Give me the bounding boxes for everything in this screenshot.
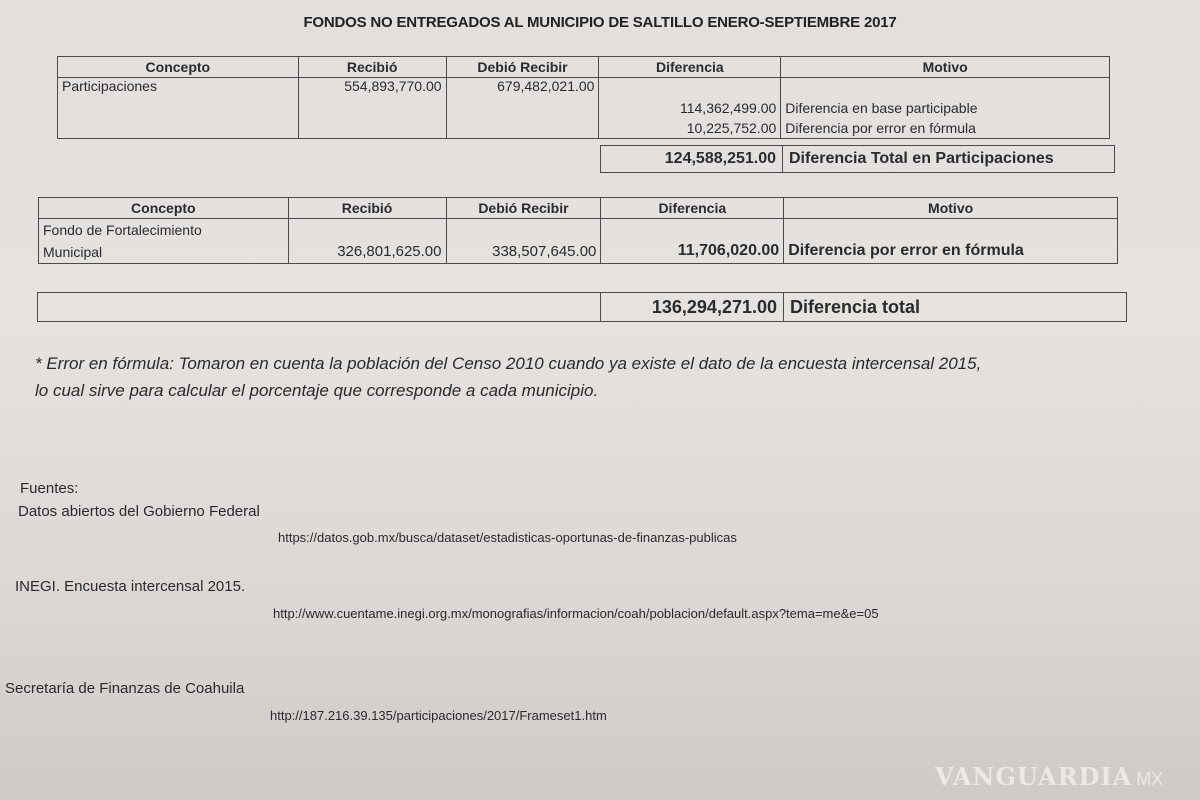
header-motivo: Motivo [781, 57, 1110, 78]
table-row [58, 78, 1110, 99]
concepto-cell: Participaciones [58, 78, 299, 139]
watermark-suffix: MX [1136, 769, 1164, 789]
formula-error-note [35, 350, 1175, 404]
header-motivo: Motivo [784, 198, 1118, 219]
source-url: http://www.cuentame.inegi.org.mx/monografias/informacion/coah/poblacion/default.aspx?tema=me&e=05 [273, 606, 879, 621]
grand-total-empty-cell [38, 293, 600, 321]
source-url: http://187.216.39.135/participaciones/2017/Frameset1.htm [270, 708, 607, 723]
header-recibio: Recibió [288, 198, 446, 219]
concepto-line-1: Fondo de Fortalecimiento [43, 222, 202, 238]
recibio-cell: 326,801,625.00 [288, 219, 446, 264]
motivo-cell: Diferencia en base participable [781, 98, 1110, 118]
source-name: Secretaría de Finanzas de Coahuila [5, 680, 245, 697]
vanguardia-watermark-logo [935, 762, 1163, 791]
grand-total-row [37, 292, 1127, 322]
document-title: FONDOS NO ENTREGADOS AL MUNICIPIO DE SALTILLO ENERO-SEPTIEMBRE 2017 [303, 14, 897, 31]
header-recibio: Recibió [298, 57, 446, 78]
participaciones-total-value: 124,588,251.00 [601, 146, 783, 172]
recibio-cell: 554,893,770.00 [298, 78, 446, 139]
concepto-line-2: Municipal [43, 244, 103, 260]
participaciones-total-label: Diferencia Total en Participaciones [789, 150, 1054, 167]
diferencia-cell: 114,362,499.00 [599, 98, 781, 118]
diferencia-cell: 10,225,752.00 [599, 118, 781, 139]
motivo-cell: Diferencia por error en fórmula [781, 118, 1110, 139]
table-header-row [58, 57, 1110, 78]
header-concepto: Concepto [58, 57, 299, 78]
header-debio-recibir: Debió Recibir [446, 198, 601, 219]
grand-total-label: Diferencia total [790, 297, 921, 317]
note-line-2: lo cual sirve para calcular el porcentaje que corresponde a cada municipio. [35, 381, 599, 400]
source-name: Datos abiertos del Gobierno Federal [18, 503, 260, 520]
participaciones-table [57, 56, 1110, 139]
table-header-row [39, 198, 1118, 219]
debio-recibir-cell: 679,482,021.00 [446, 78, 599, 139]
header-diferencia: Diferencia [599, 57, 781, 78]
motivo-cell: Diferencia por error en fórmula [784, 219, 1118, 264]
watermark-brand: VANGUARDIA [935, 762, 1133, 791]
header-diferencia: Diferencia [601, 198, 784, 219]
source-name: INEGI. Encuesta intercensal 2015. [15, 578, 246, 595]
grand-total-value: 136,294,271.00 [600, 293, 784, 321]
fortalecimiento-table [38, 197, 1118, 264]
diferencia-cell: 11,706,020.00 [601, 219, 784, 264]
participaciones-total-row [600, 145, 1115, 173]
empty-cell [599, 78, 781, 99]
empty-cell [781, 78, 1110, 99]
note-line-1: * Error en fórmula: Tomaron en cuenta la población del Censo 2010 cuando ya existe el dato de la encuesta intercensal 2015, [35, 354, 982, 373]
header-concepto: Concepto [39, 198, 289, 219]
debio-recibir-cell: 338,507,645.00 [446, 219, 601, 264]
source-url: https://datos.gob.mx/busca/dataset/estadisticas-oportunas-de-finanzas-publicas [278, 530, 737, 545]
concepto-cell [39, 219, 289, 264]
sources-heading: Fuentes: [20, 480, 79, 497]
table-row [39, 219, 1118, 264]
header-debio-recibir: Debió Recibir [446, 57, 599, 78]
